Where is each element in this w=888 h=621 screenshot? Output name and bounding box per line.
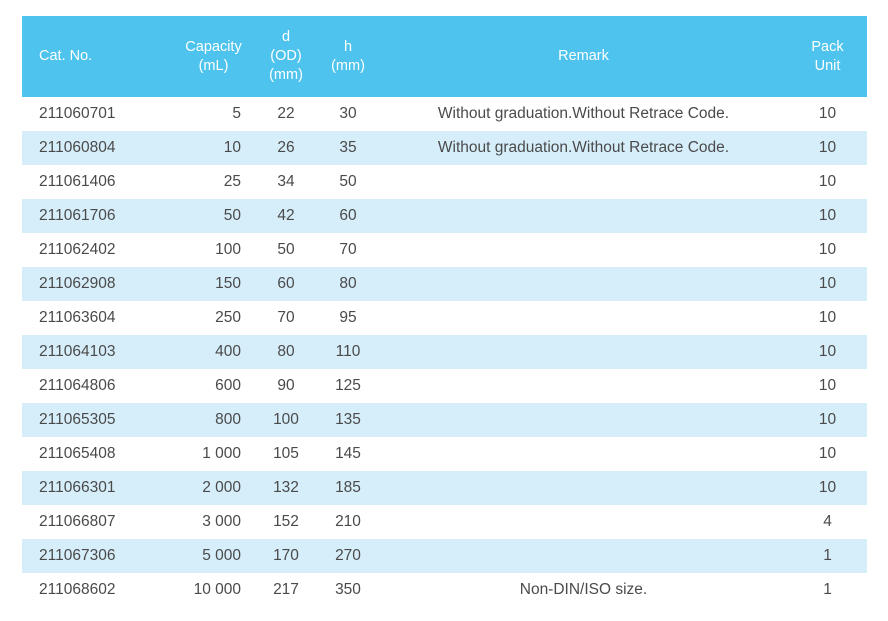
cell-diameter: 42 xyxy=(255,199,317,233)
cell-capacity: 1 000 xyxy=(172,437,255,471)
table-row xyxy=(22,539,867,573)
cell-capacity: 10 xyxy=(172,131,255,165)
cell-pack: 10 xyxy=(788,471,867,505)
cell-height: 50 xyxy=(317,165,379,199)
cell-cat-no: 211065408 xyxy=(22,437,172,471)
cell-diameter: 100 xyxy=(255,403,317,437)
cell-capacity: 400 xyxy=(172,335,255,369)
column-header-capacity-unit: (mL) xyxy=(198,57,229,74)
cell-pack: 10 xyxy=(788,267,867,301)
column-header-pack-unit xyxy=(788,16,867,97)
cell-capacity: 2 000 xyxy=(172,471,255,505)
table-row xyxy=(22,505,867,539)
header-row xyxy=(22,16,867,97)
cell-diameter: 50 xyxy=(255,233,317,267)
cell-capacity: 100 xyxy=(172,233,255,267)
cell-capacity: 5 xyxy=(172,97,255,131)
cell-height: 30 xyxy=(317,97,379,131)
cell-diameter: 80 xyxy=(255,335,317,369)
table-header xyxy=(22,16,867,97)
cell-pack: 10 xyxy=(788,199,867,233)
cell-diameter: 90 xyxy=(255,369,317,403)
cell-remark: Without graduation.Without Retrace Code. xyxy=(379,97,788,131)
cell-cat-no: 211064806 xyxy=(22,369,172,403)
cell-pack: 10 xyxy=(788,165,867,199)
cell-height: 95 xyxy=(317,301,379,335)
cell-capacity: 3 000 xyxy=(172,505,255,539)
cell-cat-no: 211064103 xyxy=(22,335,172,369)
cell-pack: 10 xyxy=(788,131,867,165)
table-row xyxy=(22,369,867,403)
cell-cat-no: 211063604 xyxy=(22,301,172,335)
column-header-cat-no-label: Cat. No. xyxy=(39,48,93,64)
cell-height: 35 xyxy=(317,131,379,165)
cell-remark xyxy=(379,403,788,437)
cell-cat-no: 211066807 xyxy=(22,505,172,539)
table-row xyxy=(22,403,867,437)
table-row xyxy=(22,437,867,471)
table-row xyxy=(22,97,867,131)
cell-diameter: 152 xyxy=(255,505,317,539)
cell-cat-no: 211060701 xyxy=(22,97,172,131)
column-header-remark-label: Remark xyxy=(558,48,609,64)
cell-cat-no: 211060804 xyxy=(22,131,172,165)
cell-capacity: 800 xyxy=(172,403,255,437)
table-row xyxy=(22,573,867,607)
cell-remark: Without graduation.Without Retrace Code. xyxy=(379,131,788,165)
cell-cat-no: 211066301 xyxy=(22,471,172,505)
cell-cat-no: 211062402 xyxy=(22,233,172,267)
column-header-height xyxy=(317,16,379,97)
cell-remark xyxy=(379,267,788,301)
column-header-height-label: h xyxy=(343,38,353,55)
cell-pack: 1 xyxy=(788,573,867,607)
specification-table xyxy=(22,16,867,607)
column-header-height-unit: (mm) xyxy=(331,57,365,74)
cell-remark xyxy=(379,505,788,539)
cell-capacity: 10 000 xyxy=(172,573,255,607)
column-header-remark xyxy=(379,16,788,97)
spec-table-container xyxy=(22,16,867,621)
cell-cat-no: 211062908 xyxy=(22,267,172,301)
cell-remark xyxy=(379,539,788,573)
cell-capacity: 25 xyxy=(172,165,255,199)
cell-diameter: 217 xyxy=(255,573,317,607)
cell-height: 210 xyxy=(317,505,379,539)
table-row xyxy=(22,233,867,267)
cell-height: 80 xyxy=(317,267,379,301)
cell-pack: 10 xyxy=(788,369,867,403)
cell-diameter: 170 xyxy=(255,539,317,573)
cell-cat-no: 211067306 xyxy=(22,539,172,573)
cell-height: 60 xyxy=(317,199,379,233)
cell-remark xyxy=(379,369,788,403)
cell-height: 125 xyxy=(317,369,379,403)
cell-diameter: 26 xyxy=(255,131,317,165)
cell-height: 110 xyxy=(317,335,379,369)
column-header-pack-label: Pack xyxy=(811,38,844,55)
cell-capacity: 250 xyxy=(172,301,255,335)
table-row xyxy=(22,165,867,199)
cell-diameter: 60 xyxy=(255,267,317,301)
cell-remark xyxy=(379,199,788,233)
cell-remark xyxy=(379,301,788,335)
cell-height: 185 xyxy=(317,471,379,505)
cell-remark xyxy=(379,471,788,505)
column-header-diameter-unit: (mm) xyxy=(269,67,303,83)
cell-remark: Non-DIN/ISO size. xyxy=(379,573,788,607)
cell-remark xyxy=(379,233,788,267)
cell-remark xyxy=(379,437,788,471)
column-header-pack-unit-label: Unit xyxy=(814,57,841,74)
cell-cat-no: 211061406 xyxy=(22,165,172,199)
column-header-cat-no xyxy=(22,16,172,97)
cell-diameter: 34 xyxy=(255,165,317,199)
cell-remark xyxy=(379,165,788,199)
cell-capacity: 5 000 xyxy=(172,539,255,573)
column-header-capacity xyxy=(172,16,255,97)
cell-height: 135 xyxy=(317,403,379,437)
table-row xyxy=(22,301,867,335)
column-header-diameter-label: d (OD) xyxy=(270,29,302,64)
table-body xyxy=(22,97,867,607)
cell-pack: 1 xyxy=(788,539,867,573)
cell-pack: 10 xyxy=(788,301,867,335)
table-footer-spacer xyxy=(22,607,867,621)
cell-pack: 10 xyxy=(788,335,867,369)
cell-diameter: 70 xyxy=(255,301,317,335)
cell-height: 145 xyxy=(317,437,379,471)
cell-remark xyxy=(379,335,788,369)
cell-height: 350 xyxy=(317,573,379,607)
cell-pack: 4 xyxy=(788,505,867,539)
cell-pack: 10 xyxy=(788,233,867,267)
cell-diameter: 132 xyxy=(255,471,317,505)
column-header-capacity-label: Capacity xyxy=(185,38,242,55)
column-header-diameter xyxy=(255,16,317,97)
cell-capacity: 600 xyxy=(172,369,255,403)
cell-diameter: 105 xyxy=(255,437,317,471)
table-row xyxy=(22,199,867,233)
table-row xyxy=(22,131,867,165)
cell-height: 270 xyxy=(317,539,379,573)
cell-height: 70 xyxy=(317,233,379,267)
cell-cat-no: 211068602 xyxy=(22,573,172,607)
cell-pack: 10 xyxy=(788,97,867,131)
cell-cat-no: 211065305 xyxy=(22,403,172,437)
table-row xyxy=(22,335,867,369)
cell-pack: 10 xyxy=(788,403,867,437)
cell-capacity: 150 xyxy=(172,267,255,301)
cell-diameter: 22 xyxy=(255,97,317,131)
cell-pack: 10 xyxy=(788,437,867,471)
table-row xyxy=(22,267,867,301)
cell-cat-no: 211061706 xyxy=(22,199,172,233)
table-row xyxy=(22,471,867,505)
cell-capacity: 50 xyxy=(172,199,255,233)
